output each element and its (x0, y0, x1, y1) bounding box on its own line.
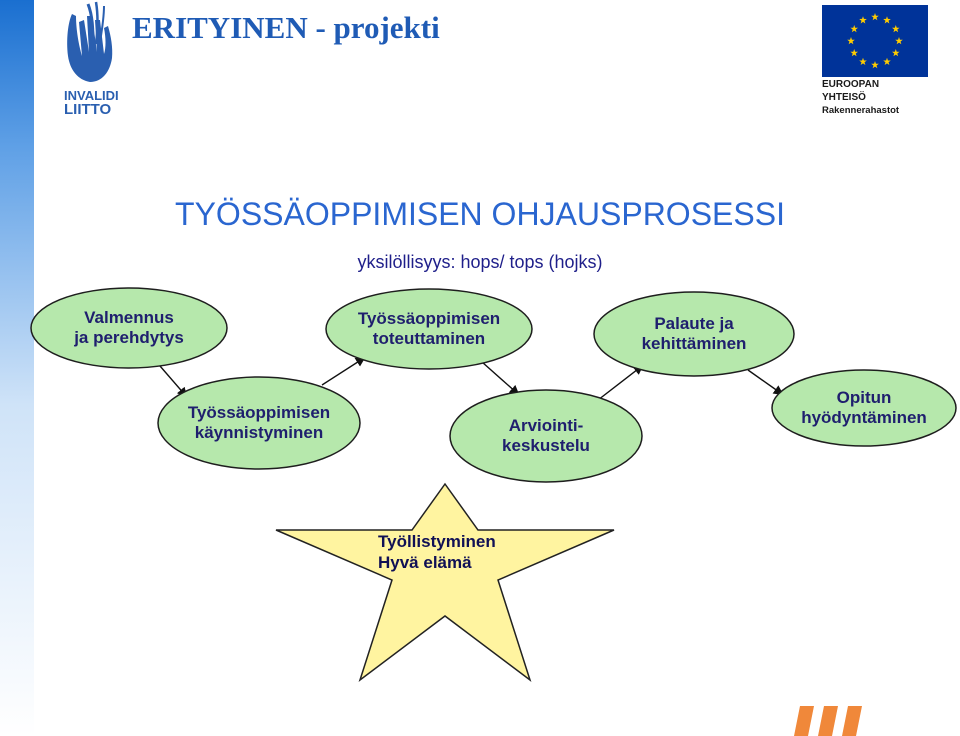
project-title: ERITYINEN - projekti (132, 10, 440, 45)
logo-text-line-1: INVALIDI (64, 88, 119, 103)
node-label-kaynnistyminen (158, 377, 360, 469)
node-label-toteuttaminen-line-1: Työssäoppimisen (357, 309, 501, 328)
corner-slash-decoration (786, 706, 886, 736)
node-label-opitun-line-2: hyödyntäminen (801, 408, 927, 427)
node-label-kaynnistyminen-line-1: Työssäoppimisen (187, 403, 331, 422)
node-label-valmennus (31, 288, 227, 368)
logo-text-line-2: LIITTO (64, 101, 112, 118)
goal-label (378, 531, 496, 573)
node-label-valmennus-line-1: Valmennus (84, 308, 174, 327)
node-label-opitun (772, 370, 956, 446)
node-label-opitun-line-1: Opitun (836, 388, 892, 407)
goal-star (276, 484, 614, 680)
eu-caption-line-3: Rakennerahastot (822, 105, 900, 116)
node-label-palaute (594, 292, 794, 376)
subtitle: yksilöllisyys: hops/ tops (hojks) (357, 252, 603, 272)
node-label-arviointi-line-2: keskustelu (502, 436, 590, 455)
node-label-arviointi-line-1: Arviointi- (508, 416, 584, 435)
node-label-arviointi (450, 390, 642, 482)
node-label-palaute-line-2: kehittäminen (641, 334, 747, 353)
node-label-valmennus-line-2: ja perehdytys (74, 328, 184, 347)
node-label-toteuttaminen (326, 289, 532, 369)
main-title: TYÖSSÄOPPIMISEN OHJAUSPROSESSI (175, 196, 785, 232)
node-label-palaute-line-1: Palaute ja (654, 314, 734, 333)
eu-caption-line-1: EUROOPAN (822, 79, 880, 90)
eu-caption-line-2: YHTEISÖ (822, 92, 866, 103)
goal-label-line-1: Työllistyminen (378, 532, 496, 551)
goal-label-line-2: Hyvä elämä (378, 553, 472, 572)
node-label-toteuttaminen-line-2: toteuttaminen (372, 329, 486, 348)
node-label-kaynnistyminen-line-2: käynnistyminen (194, 423, 324, 442)
